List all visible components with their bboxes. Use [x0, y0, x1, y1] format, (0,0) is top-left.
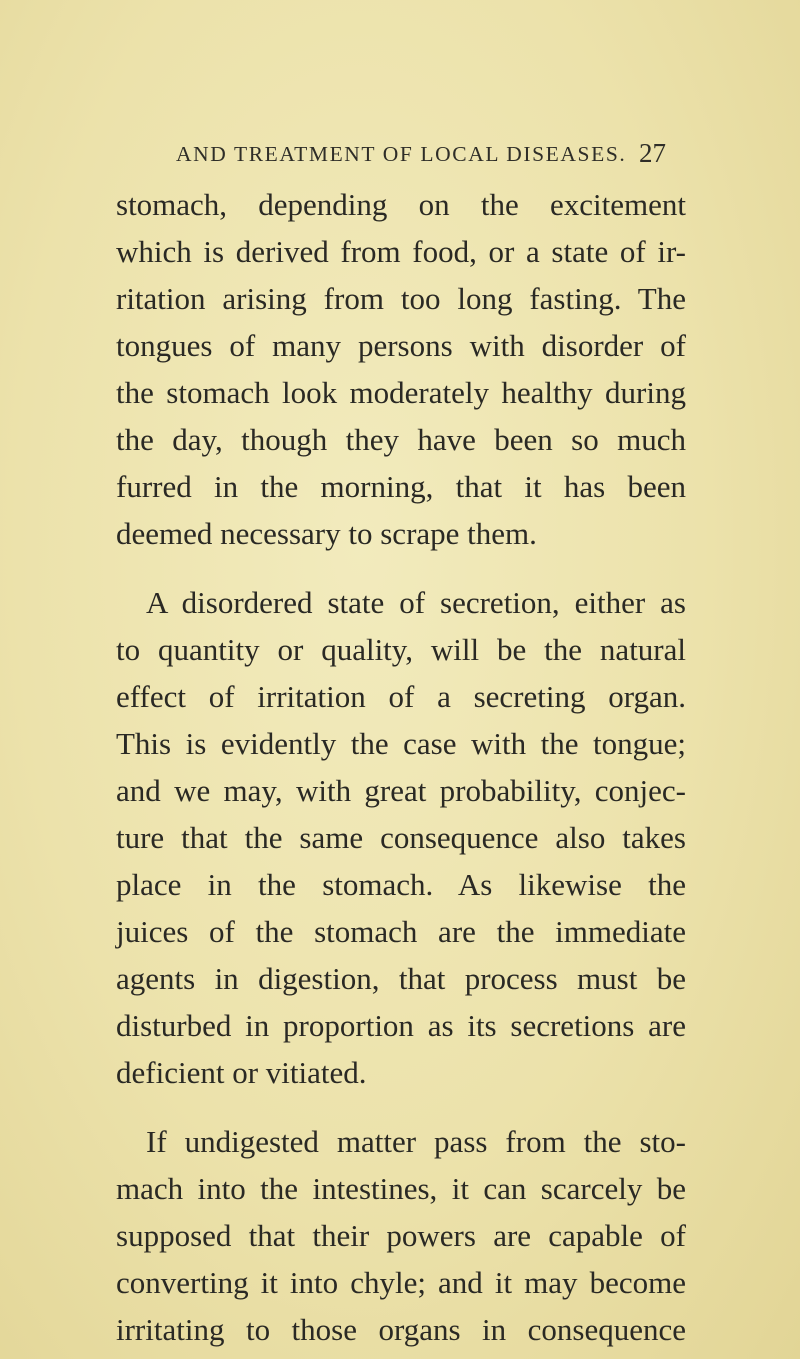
text-line: deemed necessary to scrape them.	[116, 516, 537, 551]
text-line: furred in the morning, that it has been	[116, 469, 686, 504]
text-line: juices of the stomach are the immediate	[116, 914, 686, 949]
text-line: converting it into chyle; and it may become	[116, 1265, 686, 1300]
text-line: agents in digestion, that process must be	[116, 961, 686, 996]
text-line: deficient or vitiated.	[116, 1055, 367, 1090]
page-number: 27	[639, 138, 666, 168]
text-line: place in the stomach. As likewise the	[116, 867, 686, 902]
text-line: the stomach look moderately healthy during	[116, 375, 686, 410]
text-line: effect of irritation of a secreting organ.	[116, 679, 686, 714]
text-line: supposed that their powers are capable of	[116, 1218, 686, 1253]
text-line: This is evidently the case with the tongue;	[116, 726, 686, 761]
text-line: ritation arising from too long fasting. The	[116, 281, 686, 316]
text-line: disturbed in proportion as its secretions are	[116, 1008, 686, 1043]
text-line: If undigested matter pass from the sto-	[146, 1124, 686, 1159]
text-line: tongues of many persons with disorder of	[116, 328, 686, 363]
text-line: and we may, with great probability, conjec-	[116, 773, 686, 808]
text-line: irritating to those organs in consequence	[116, 1312, 686, 1347]
text-line: which is derived from food, or a state of ir-	[116, 234, 686, 269]
text-line: the day, though they have been so much	[116, 422, 686, 457]
text-line: mach into the intestines, it can scarcely be	[116, 1171, 686, 1206]
text-line: to quantity or quality, will be the natural	[116, 632, 686, 667]
text-line: stomach, depending on the excitement	[116, 187, 686, 222]
running-head	[176, 138, 696, 172]
text-line: A disordered state of secretion, either as	[146, 585, 686, 620]
text-line: ture that the same consequence also takes	[116, 820, 686, 855]
running-head-title: AND TREATMENT OF LOCAL DISEASES.	[176, 142, 627, 166]
